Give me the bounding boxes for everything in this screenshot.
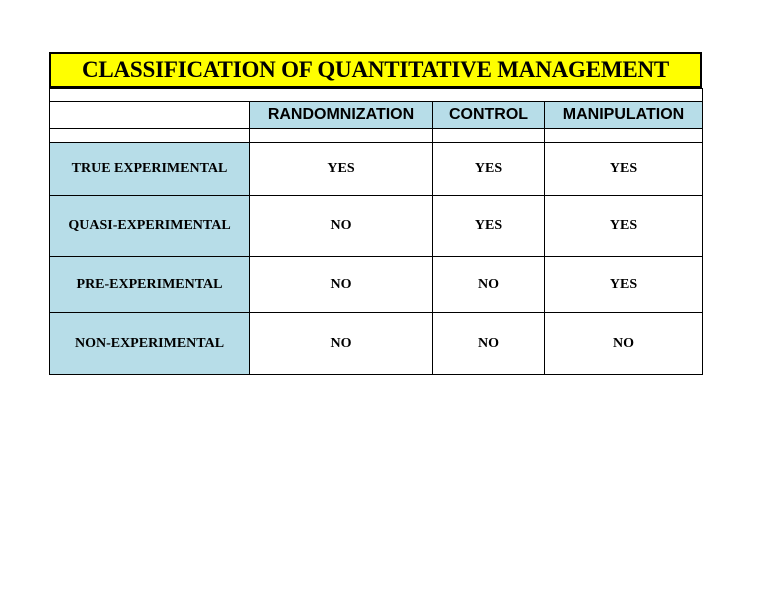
blank-cell [545, 129, 703, 143]
classification-table [49, 88, 703, 375]
cell-control: NO [433, 313, 545, 375]
header-row [50, 102, 703, 129]
blank-row-below-header [50, 129, 703, 143]
blank-cell [50, 129, 250, 143]
cell-control: YES [433, 143, 545, 196]
column-header-manipulation: MANIPULATION [545, 102, 703, 129]
row-label-non-experimental: NON-EXPERIMENTAL [50, 313, 250, 375]
cell-randomnization: YES [250, 143, 433, 196]
cell-randomnization: NO [250, 196, 433, 257]
cell-manipulation: YES [545, 143, 703, 196]
column-header-control: CONTROL [433, 102, 545, 129]
cell-manipulation: YES [545, 257, 703, 313]
table-row [50, 313, 703, 375]
corner-cell [50, 102, 250, 129]
cell-randomnization: NO [250, 257, 433, 313]
table-row [50, 196, 703, 257]
blank-row-top [50, 89, 703, 102]
row-label-quasi-experimental: QUASI-EXPERIMENTAL [50, 196, 250, 257]
blank-cell [250, 129, 433, 143]
cell-control: NO [433, 257, 545, 313]
sheet-title: CLASSIFICATION OF QUANTITATIVE MANAGEMENT [49, 52, 702, 88]
cell-randomnization: NO [250, 313, 433, 375]
cell-control: YES [433, 196, 545, 257]
blank-cell [50, 89, 703, 102]
cell-manipulation: NO [545, 313, 703, 375]
row-label-true-experimental: TRUE EXPERIMENTAL [50, 143, 250, 196]
row-label-pre-experimental: PRE-EXPERIMENTAL [50, 257, 250, 313]
table-row [50, 257, 703, 313]
cell-manipulation: YES [545, 196, 703, 257]
blank-cell [433, 129, 545, 143]
classification-sheet [49, 52, 702, 375]
column-header-randomnization: RANDOMNIZATION [250, 102, 433, 129]
table-row [50, 143, 703, 196]
